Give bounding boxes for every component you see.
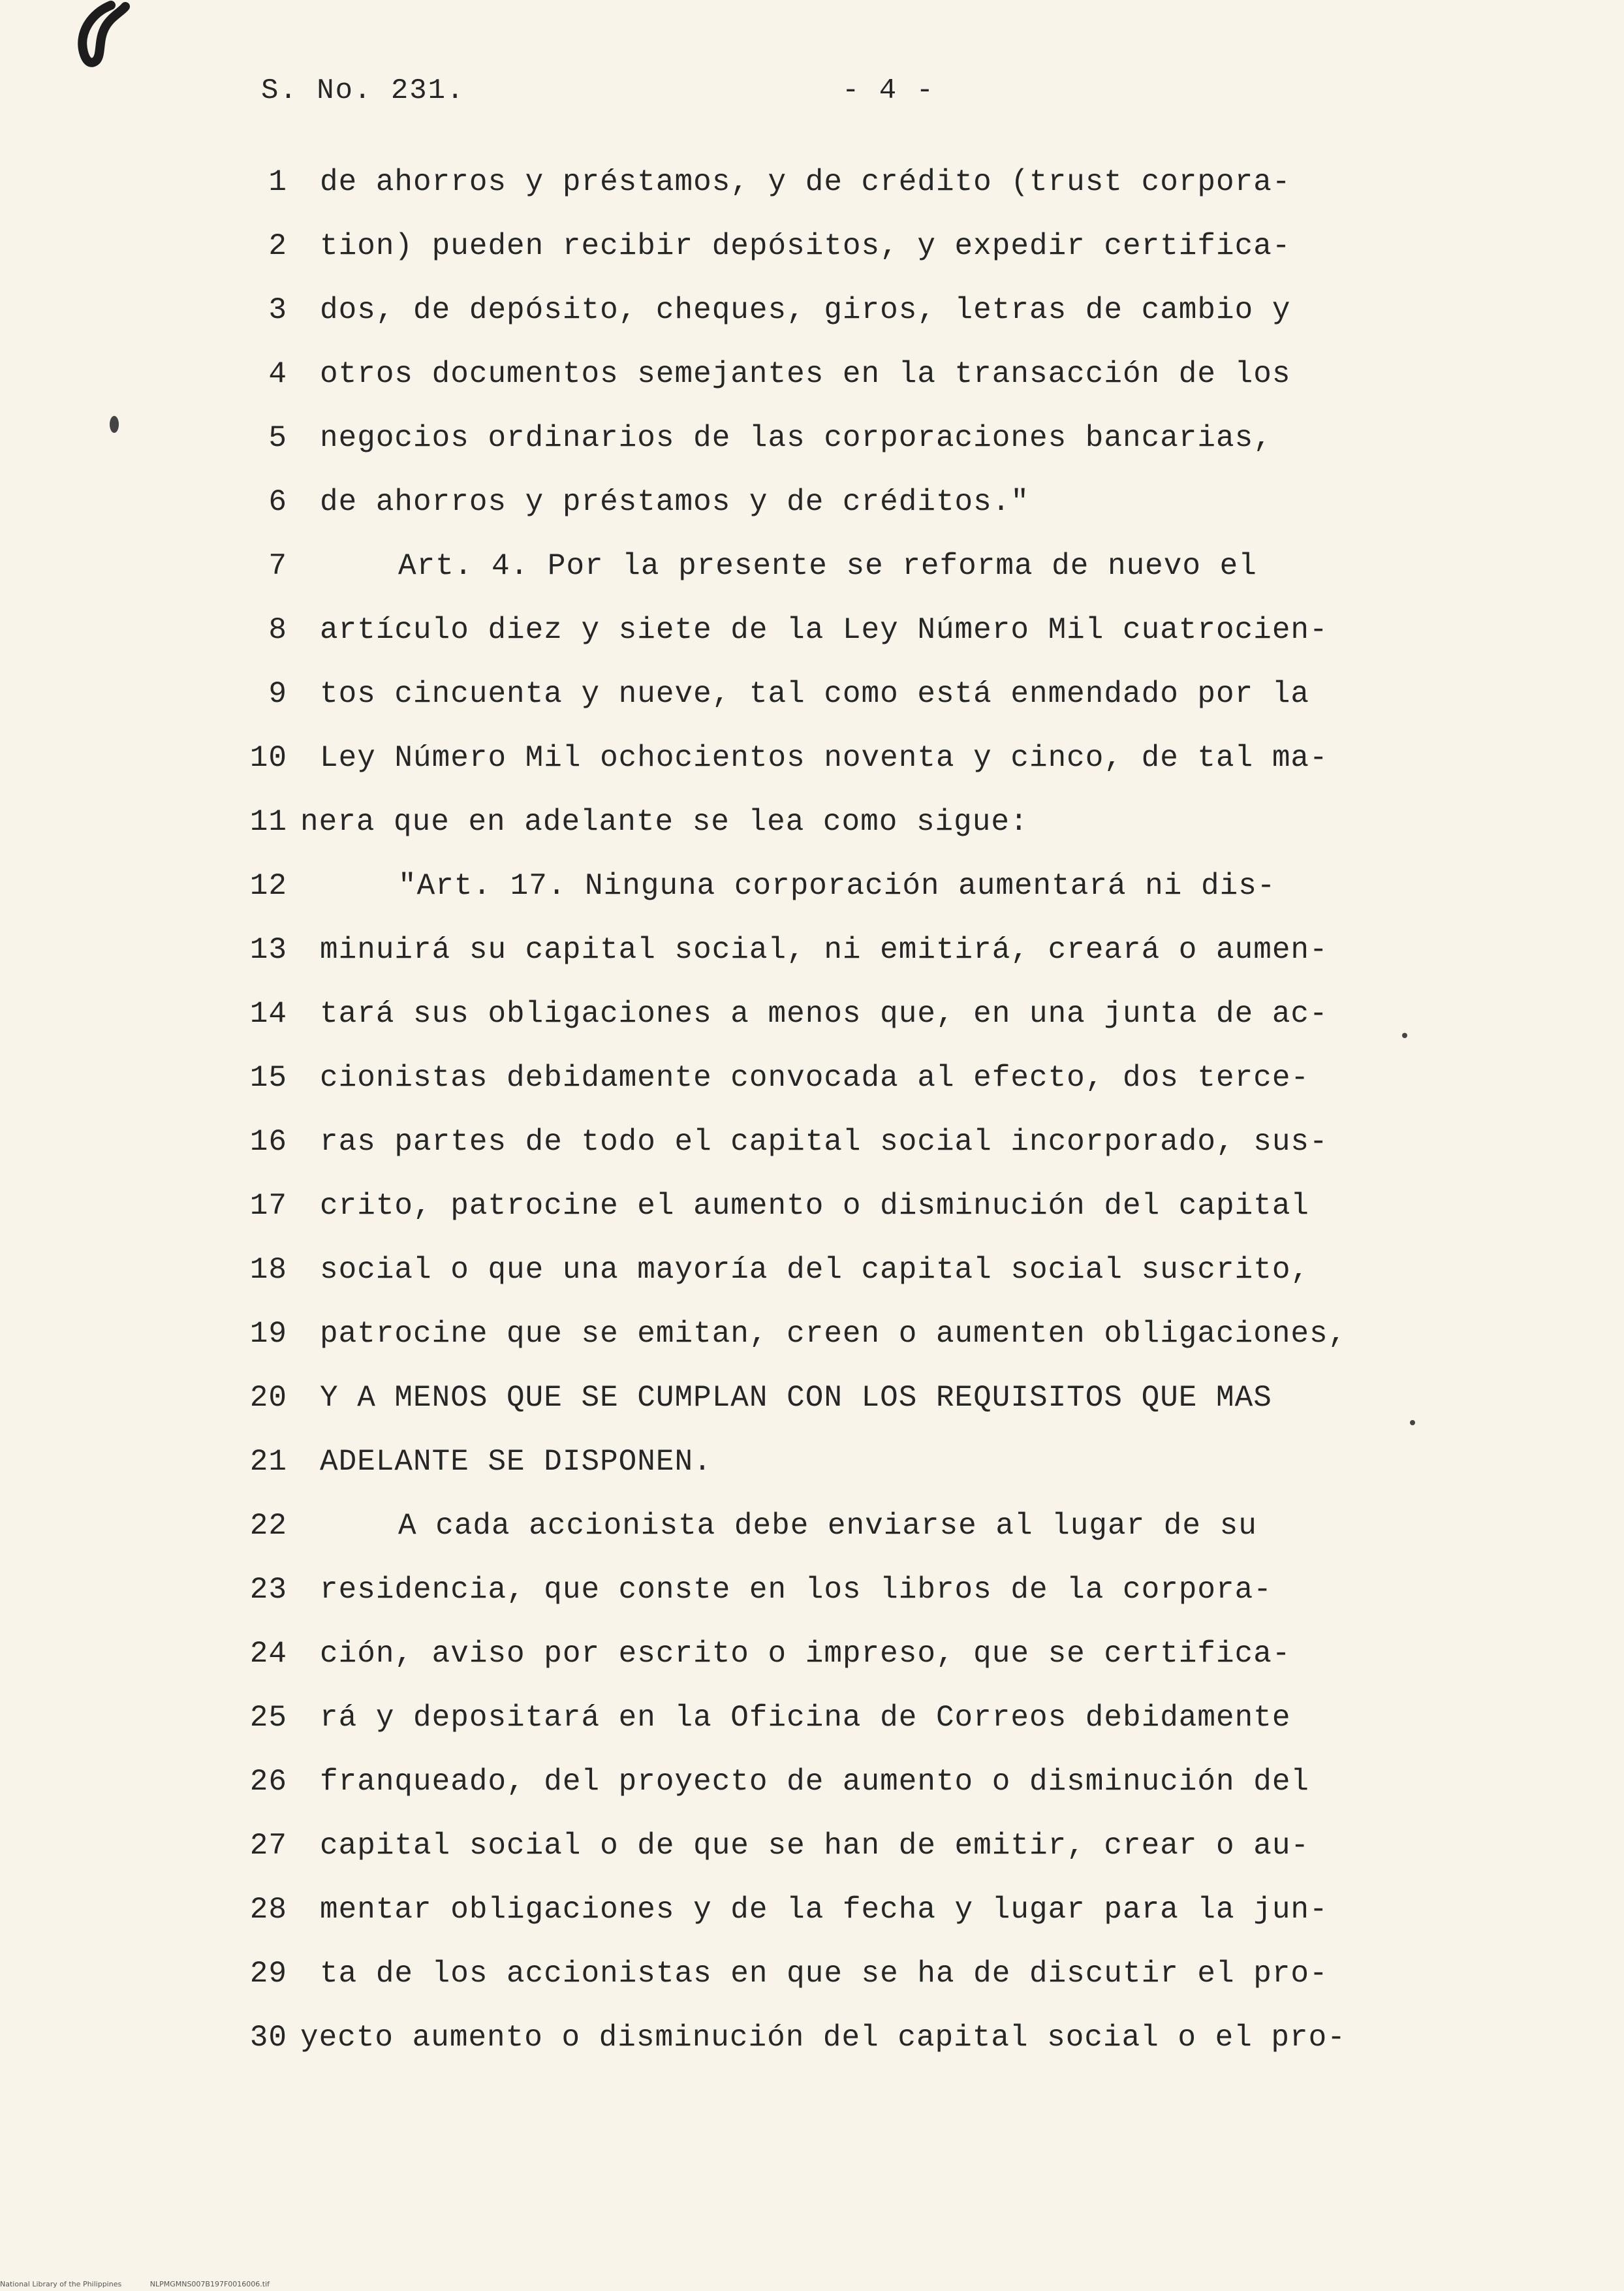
line-number: 30 [249, 2021, 287, 2055]
line-number: 12 [249, 869, 287, 903]
text-line [196, 864, 1462, 923]
line-number: 26 [249, 1765, 287, 1799]
line-text: residencia, que conste en los libros de la corpora- [320, 1573, 1272, 1607]
text-line [196, 1632, 1462, 1690]
line-text: social o que una mayoría del capital social suscrito, [320, 1253, 1310, 1287]
line-text: rá y depositará en la Oficina de Correos debidamente [320, 1701, 1291, 1735]
file-identifier: NLPMGMNS007B197F0016006.tif [149, 2280, 270, 2288]
line-text: "Art. 17. Ninguna corporación aumentará ni dis- [398, 869, 1276, 903]
line-text: minuirá su capital social, ni emitirá, creará o aumen- [320, 933, 1328, 967]
page-header [261, 65, 1501, 118]
line-text: A cada accionista debe enviarse al lugar de su [398, 1509, 1257, 1543]
line-number: 10 [249, 741, 287, 775]
line-text: mentar obligaciones y de la fecha y lugar para la jun- [320, 1893, 1328, 1927]
line-number: 5 [268, 421, 287, 455]
line-text: ADELANTE SE DISPONEN. [320, 1445, 712, 1479]
line-number: 29 [249, 1957, 287, 1991]
line-number: 27 [249, 1829, 287, 1863]
line-text: cionistas debidamente convocada al efecto, dos terce- [320, 1061, 1310, 1095]
line-number: 17 [249, 1189, 287, 1223]
line-number: 3 [268, 293, 287, 327]
text-line [196, 1504, 1462, 1562]
line-number: 20 [249, 1381, 287, 1415]
text-line [196, 1120, 1462, 1178]
line-number: 28 [249, 1893, 287, 1927]
line-number: 11 [249, 805, 287, 839]
line-text: tos cincuenta y nueve, tal como está enmendado por la [320, 677, 1310, 711]
line-text: tion) pueden recibir depósitos, y expedir certifica- [320, 229, 1291, 263]
scan-footer [0, 2280, 470, 2289]
line-number: 24 [249, 1637, 287, 1671]
text-line [196, 928, 1462, 987]
page-number: - 4 - [842, 74, 935, 107]
line-number: 25 [249, 1701, 287, 1735]
text-line [196, 1312, 1462, 1370]
text-line [196, 1376, 1462, 1434]
text-line [196, 736, 1462, 795]
text-line [196, 2015, 1462, 2074]
line-number: 18 [249, 1253, 287, 1287]
line-number: 19 [249, 1317, 287, 1351]
line-number: 16 [249, 1125, 287, 1159]
line-text: yecto aumento o disminución del capital social o el pro- [300, 2021, 1346, 2055]
line-text: de ahorros y préstamos y de créditos." [320, 485, 1029, 519]
line-text: ras partes de todo el capital social incorporado, sus- [320, 1125, 1328, 1159]
line-number: 22 [249, 1509, 287, 1543]
line-text: crito, patrocine el aumento o disminución del capital [320, 1189, 1310, 1223]
text-line [196, 1568, 1462, 1626]
text-line [196, 1951, 1462, 2010]
line-text: nera que en adelante se lea como sigue: [300, 805, 1029, 839]
ink-speck [110, 416, 119, 433]
line-text: Y A MENOS QUE SE CUMPLAN CON LOS REQUISITOS QUE MAS [320, 1381, 1272, 1415]
binding-hole-mark [65, 0, 144, 78]
text-line [196, 992, 1462, 1051]
line-number: 15 [249, 1061, 287, 1095]
line-number: 23 [249, 1573, 287, 1607]
text-line [196, 352, 1462, 411]
line-text: capital social o de que se han de emitir, crear o au- [320, 1829, 1310, 1863]
line-text: ción, aviso por escrito o impreso, que se certifica- [320, 1637, 1291, 1671]
text-line [196, 1248, 1462, 1306]
document-reference: S. No. 231. [261, 74, 465, 107]
line-number: 14 [249, 997, 287, 1031]
text-line [196, 1824, 1462, 1882]
text-line [196, 224, 1462, 283]
line-number: 1 [268, 165, 287, 199]
line-text: Art. 4. Por la presente se reforma de nuevo el [398, 549, 1257, 583]
library-credit: National Library of the Philippines [0, 2280, 122, 2288]
line-number: 21 [249, 1445, 287, 1479]
text-line [196, 288, 1462, 347]
line-text: de ahorros y préstamos, y de crédito (trust corpora- [320, 165, 1291, 199]
text-line [196, 1184, 1462, 1242]
text-line [196, 1760, 1462, 1818]
line-text: otros documentos semejantes en la transacción de los [320, 357, 1291, 391]
text-line [196, 1056, 1462, 1114]
line-text: Ley Número Mil ochocientos noventa y cinco, de tal ma- [320, 741, 1328, 775]
document-body [196, 160, 1462, 2093]
text-line [196, 1696, 1462, 1754]
text-line [196, 608, 1462, 667]
line-number: 2 [268, 229, 287, 263]
line-number: 4 [268, 357, 287, 391]
text-line [196, 800, 1462, 859]
line-text: ta de los accionistas en que se ha de discutir el pro- [320, 1957, 1328, 1991]
text-line [196, 480, 1462, 539]
text-line [196, 416, 1462, 475]
text-line [196, 160, 1462, 219]
text-line [196, 672, 1462, 731]
line-text: patrocine que se emitan, creen o aumenten obligaciones, [320, 1317, 1347, 1351]
line-number: 9 [268, 677, 287, 711]
line-text: negocios ordinarios de las corporaciones bancarias, [320, 421, 1272, 455]
text-line [196, 544, 1462, 603]
line-number: 13 [249, 933, 287, 967]
line-text: artículo diez y siete de la Ley Número Mil cuatrocien- [320, 613, 1328, 647]
text-line [196, 1440, 1462, 1498]
line-number: 8 [268, 613, 287, 647]
line-text: franqueado, del proyecto de aumento o disminución del [320, 1765, 1310, 1799]
line-text: dos, de depósito, cheques, giros, letras de cambio y [320, 293, 1291, 327]
line-number: 6 [268, 485, 287, 519]
line-number: 7 [268, 549, 287, 583]
line-text: tará sus obligaciones a menos que, en una junta de ac- [320, 997, 1328, 1031]
text-line [196, 1888, 1462, 1946]
